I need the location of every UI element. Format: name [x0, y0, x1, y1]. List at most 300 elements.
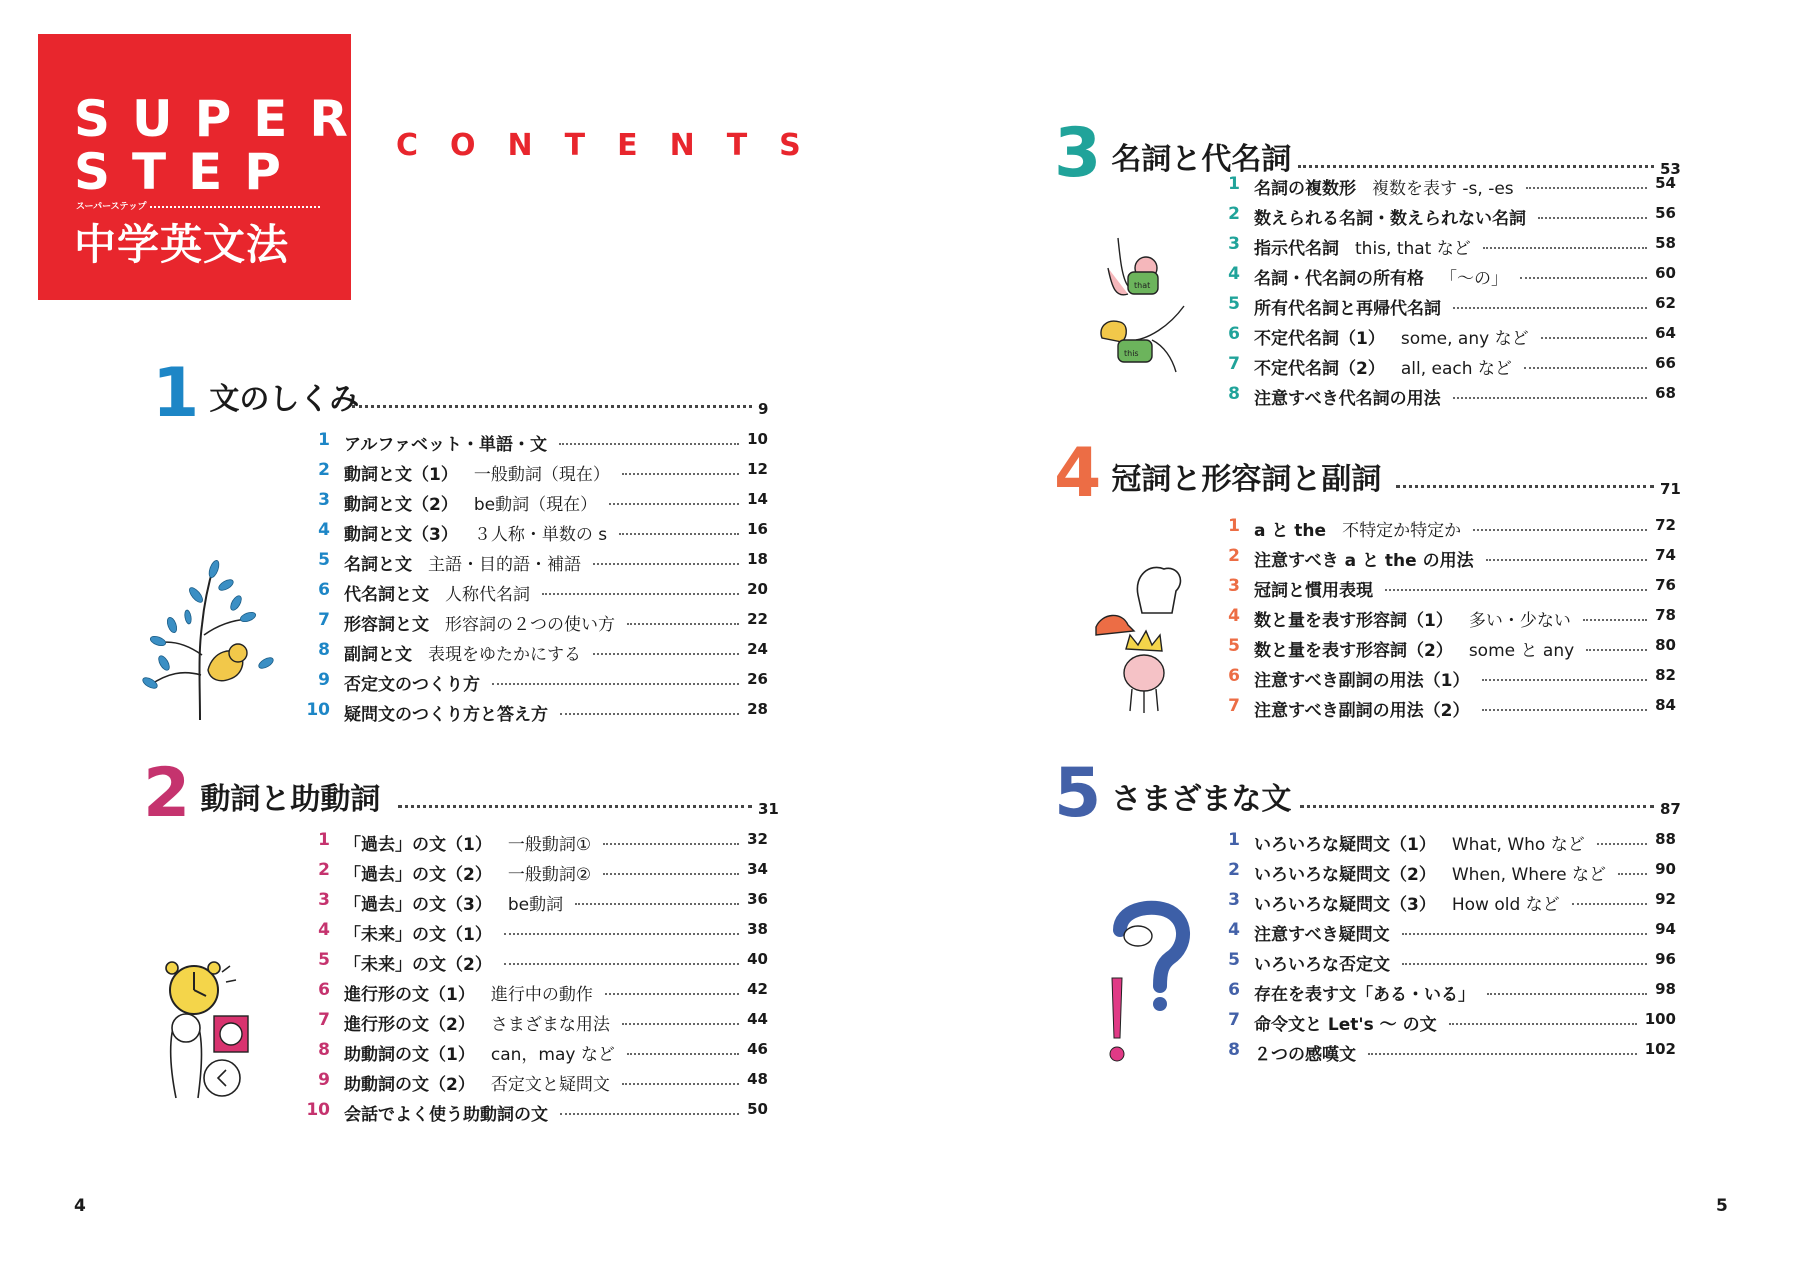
entry-title	[1254, 920, 1390, 945]
entry-page-number: 64	[1655, 324, 1676, 342]
entry-main-title: 数えられる名詞・数えられない名詞	[1254, 209, 1526, 229]
entry-main-title: 不定代名詞（1）	[1254, 329, 1385, 349]
entry-subtitle: be動詞（現在）	[473, 495, 598, 515]
toc-entry[interactable]	[300, 610, 768, 635]
entry-dot-leader	[560, 713, 739, 715]
chapter-number: 5	[1054, 754, 1102, 833]
entry-page-number: 82	[1655, 666, 1676, 684]
entry-title	[1254, 666, 1470, 691]
entry-main-title: いろいろな疑問文（3）	[1254, 895, 1436, 915]
toc-entry[interactable]	[1210, 576, 1676, 601]
entry-title	[1254, 324, 1529, 349]
entry-subtitle: 否定文と疑問文	[490, 1075, 610, 1095]
entry-page-number: 10	[747, 430, 768, 448]
chapter-heading[interactable]	[1054, 754, 1292, 833]
entry-dot-leader	[504, 933, 739, 935]
toc-entry[interactable]	[1210, 1040, 1676, 1065]
toc-entry[interactable]	[300, 890, 768, 915]
page-number-left: 4	[74, 1196, 86, 1216]
chapter-heading[interactable]	[152, 354, 360, 433]
entry-page-number: 68	[1655, 384, 1676, 402]
toc-entry[interactable]	[300, 490, 768, 515]
entry-title	[344, 860, 591, 885]
entry-number: 4	[318, 520, 330, 540]
toc-entry[interactable]	[1210, 384, 1676, 409]
toc-entry[interactable]	[300, 1010, 768, 1035]
entry-page-number: 90	[1655, 860, 1676, 878]
entry-main-title: 否定文のつくり方	[344, 675, 480, 695]
entry-dot-leader	[1402, 933, 1647, 935]
entry-page-number: 12	[747, 460, 768, 478]
entry-title	[1254, 696, 1470, 721]
entry-number: 4	[1228, 920, 1240, 940]
entry-main-title: 動詞と文（3）	[344, 525, 458, 545]
entry-number: 10	[306, 700, 330, 720]
toc-entry[interactable]	[1210, 980, 1676, 1005]
entry-subtitle: be動詞	[507, 895, 564, 915]
entry-dot-leader	[1520, 277, 1647, 279]
entry-number: 8	[1228, 384, 1240, 404]
entry-page-number: 80	[1655, 636, 1676, 654]
entry-number: 1	[1228, 830, 1240, 850]
entry-title	[1254, 1040, 1356, 1065]
entry-page-number: 44	[747, 1010, 768, 1028]
entry-subtitle: When, Where など	[1451, 865, 1606, 885]
entry-dot-leader	[1618, 873, 1647, 875]
entry-dot-leader	[1473, 529, 1647, 531]
entry-page-number: 16	[747, 520, 768, 538]
entry-dot-leader	[1453, 397, 1647, 399]
entry-page-number: 46	[747, 1040, 768, 1058]
logo-title: 中学英文法	[74, 220, 290, 269]
chapter-page-number: 87	[1660, 800, 1681, 818]
entry-dot-leader	[560, 1113, 739, 1115]
entry-dot-leader	[1385, 589, 1647, 591]
entry-dot-leader	[1526, 187, 1647, 189]
entry-main-title: いろいろな疑問文（1）	[1254, 835, 1436, 855]
entry-main-title: 助動詞の文（1）	[344, 1045, 475, 1065]
toc-entry[interactable]	[1210, 696, 1676, 721]
entry-subtitle: this, that など	[1355, 239, 1471, 259]
entry-number: 9	[318, 670, 330, 690]
entry-dot-leader	[1483, 247, 1647, 249]
toc-entry[interactable]	[1210, 354, 1676, 379]
entry-title	[1254, 1010, 1437, 1035]
entry-dot-leader	[622, 1083, 739, 1085]
entry-page-number: 96	[1655, 950, 1676, 968]
toc-entry[interactable]	[300, 950, 768, 975]
entry-main-title: 「未来」の文（1）	[344, 925, 492, 945]
entry-dot-leader	[1572, 903, 1647, 905]
entry-page-number: 60	[1655, 264, 1676, 282]
entry-subtitle: 形容詞の２つの使い方	[445, 615, 615, 635]
chapter-title: さまざまな文	[1111, 782, 1292, 817]
entry-title	[344, 460, 610, 485]
entry-page-number: 38	[747, 920, 768, 938]
entry-dot-leader	[1597, 843, 1647, 845]
entry-main-title: 名詞と文	[344, 555, 412, 575]
toc-entry[interactable]	[300, 550, 768, 575]
tag-that: that	[1134, 281, 1151, 290]
toc-entry[interactable]	[300, 640, 768, 665]
toc-entry[interactable]	[1210, 666, 1676, 691]
entry-subtitle: What, Who など	[1451, 835, 1585, 855]
toc-entry[interactable]	[300, 460, 768, 485]
entry-title	[1254, 890, 1560, 915]
entry-page-number: 56	[1655, 204, 1676, 222]
entry-page-number: 18	[747, 550, 768, 568]
entry-page-number: 36	[747, 890, 768, 908]
question-exclamation-illustration	[1096, 900, 1196, 1070]
entry-number: 8	[1228, 1040, 1240, 1060]
tree-cat-illustration	[138, 555, 288, 725]
entry-dot-leader	[1453, 307, 1647, 309]
entry-subtitle: 不特定か特定か	[1342, 521, 1462, 541]
entry-page-number: 74	[1655, 546, 1676, 564]
entry-main-title: 「過去」の文（2）	[344, 865, 492, 885]
page-number-right: 5	[1716, 1196, 1728, 1216]
toc-entry[interactable]	[1210, 324, 1676, 349]
entry-title	[1254, 636, 1574, 661]
entry-page-number: 42	[747, 980, 768, 998]
entry-subtitle: How old など	[1451, 895, 1560, 915]
entry-title	[1254, 546, 1474, 571]
toc-entry[interactable]	[1210, 234, 1676, 259]
entry-title	[1254, 294, 1441, 319]
entry-number: 9	[318, 1070, 330, 1090]
entry-subtitle: 「～の」	[1440, 269, 1508, 289]
entry-dot-leader	[1482, 679, 1648, 681]
toc-entry[interactable]	[300, 1100, 768, 1125]
tag-this: this	[1124, 349, 1139, 358]
entry-number: 2	[1228, 860, 1240, 880]
entry-page-number: 26	[747, 670, 768, 688]
entry-number: 7	[1228, 1010, 1240, 1030]
entry-main-title: 存在を表す文「ある・いる」	[1254, 985, 1475, 1005]
entry-number: 3	[318, 490, 330, 510]
entry-number: 5	[1228, 636, 1240, 656]
entry-main-title: 注意すべき疑問文	[1254, 925, 1390, 945]
entry-main-title: 代名詞と文	[344, 585, 429, 605]
entry-number: 1	[318, 430, 330, 450]
entry-main-title: 指示代名詞	[1254, 239, 1339, 259]
entry-page-number: 84	[1655, 696, 1676, 714]
entry-dot-leader	[593, 653, 739, 655]
toc-entry[interactable]	[1210, 636, 1676, 661]
hats-dog-illustration	[1090, 555, 1190, 720]
toc-entry[interactable]	[1210, 264, 1676, 289]
entry-page-number: 54	[1655, 174, 1676, 192]
entry-number: 6	[1228, 980, 1240, 1000]
toc-entry[interactable]	[1210, 890, 1676, 915]
chapter-title: 動詞と助動詞	[200, 782, 381, 817]
toc-entry[interactable]	[1210, 606, 1676, 631]
entry-main-title: 注意すべき a と the の用法	[1254, 551, 1474, 571]
entry-number: 3	[1228, 576, 1240, 596]
entry-main-title: 注意すべき代名詞の用法	[1254, 389, 1441, 409]
toc-entry[interactable]	[300, 1040, 768, 1065]
entry-title	[1254, 354, 1512, 379]
entry-number: 6	[1228, 666, 1240, 686]
entry-page-number: 24	[747, 640, 768, 658]
entry-page-number: 88	[1655, 830, 1676, 848]
toc-entry[interactable]	[1210, 830, 1676, 855]
logo-super: SUPER	[74, 90, 370, 148]
entry-page-number: 102	[1644, 1040, 1676, 1058]
logo-block	[38, 34, 370, 300]
toc-entry[interactable]	[300, 860, 768, 885]
entry-title	[344, 980, 593, 1005]
entry-page-number: 66	[1655, 354, 1676, 372]
entry-dot-leader	[593, 563, 739, 565]
entry-subtitle: 人称代名詞	[445, 585, 530, 605]
entry-dot-leader	[1538, 217, 1647, 219]
entry-dot-leader	[1487, 993, 1647, 995]
entry-subtitle: all, each など	[1400, 359, 1512, 379]
entry-dot-leader	[603, 843, 739, 845]
entry-number: 4	[318, 920, 330, 940]
entry-subtitle: 複数を表す -s, -es	[1372, 179, 1514, 199]
entry-dot-leader	[605, 993, 739, 995]
chapter-page-number: 53	[1660, 160, 1681, 178]
entry-title	[344, 670, 480, 695]
toc-entry[interactable]	[300, 430, 768, 455]
entry-title	[1254, 606, 1571, 631]
chapter-dot-leader	[1298, 165, 1654, 168]
entry-number: 10	[306, 1100, 330, 1120]
entry-main-title: 注意すべき副詞の用法（1）	[1254, 671, 1470, 691]
entry-page-number: 92	[1655, 890, 1676, 908]
toc-entry[interactable]	[300, 520, 768, 545]
entry-title	[344, 1010, 610, 1035]
entry-dot-leader	[627, 623, 739, 625]
entry-main-title: 疑問文のつくり方と答え方	[344, 705, 548, 725]
entry-page-number: 58	[1655, 234, 1676, 252]
entry-title	[344, 700, 548, 725]
entry-main-title: 数と量を表す形容詞（2）	[1254, 641, 1453, 661]
entry-page-number: 20	[747, 580, 768, 598]
entry-dot-leader	[1583, 619, 1647, 621]
chapter-dot-leader	[1300, 805, 1654, 808]
entry-dot-leader	[542, 593, 739, 595]
entry-title	[1254, 950, 1390, 975]
entry-title	[1254, 234, 1471, 259]
entry-number: 8	[318, 640, 330, 660]
entry-title	[1254, 860, 1606, 885]
entry-number: 3	[1228, 890, 1240, 910]
entry-number: 5	[1228, 950, 1240, 970]
toc-entry[interactable]	[1210, 174, 1676, 199]
entry-page-number: 50	[747, 1100, 768, 1118]
entry-number: 3	[1228, 234, 1240, 254]
entry-main-title: 助動詞の文（2）	[344, 1075, 475, 1095]
entry-title	[344, 1040, 615, 1065]
entry-number: 1	[1228, 174, 1240, 194]
entry-dot-leader	[1586, 649, 1647, 651]
entry-number: 4	[1228, 264, 1240, 284]
entry-number: 3	[318, 890, 330, 910]
logo-step: STEP	[74, 143, 303, 201]
entry-title	[1254, 576, 1373, 601]
entry-title	[1254, 204, 1526, 229]
entry-number: 7	[318, 610, 330, 630]
entry-main-title: 「未来」の文（2）	[344, 955, 492, 975]
contents-heading: CONTENTS	[396, 128, 833, 163]
entry-dot-leader	[619, 533, 739, 535]
toc-entry[interactable]	[300, 830, 768, 855]
entry-number: 6	[318, 980, 330, 1000]
toc-entry[interactable]	[1210, 546, 1676, 571]
entry-dot-leader	[504, 963, 739, 965]
entry-subtitle: 一般動詞②	[507, 865, 592, 885]
entry-dot-leader	[1482, 709, 1648, 711]
entry-title	[344, 520, 607, 545]
entry-title	[344, 580, 530, 605]
entry-main-title: 名詞の複数形	[1254, 179, 1356, 199]
entry-main-title: 進行形の文（1）	[344, 985, 475, 1005]
entry-page-number: 22	[747, 610, 768, 628]
entry-main-title: 副詞と文	[344, 645, 412, 665]
chapter-dot-leader	[352, 405, 752, 408]
toc-entry[interactable]	[300, 980, 768, 1005]
dogs-walking-illustration	[1088, 228, 1192, 408]
entry-main-title: 動詞と文（1）	[344, 465, 458, 485]
entry-dot-leader	[1368, 1053, 1637, 1055]
chapter-title: 冠詞と形容詞と副詞	[1111, 462, 1382, 497]
chapter-page-number: 31	[758, 800, 779, 818]
entry-title	[1254, 384, 1441, 409]
entry-subtitle: can，may など	[490, 1045, 615, 1065]
chapter-number: 4	[1054, 434, 1102, 513]
toc-entry[interactable]	[1210, 1010, 1676, 1035]
entry-main-title: 命令文と Let's ～ の文	[1254, 1015, 1437, 1035]
entry-number: 7	[1228, 354, 1240, 374]
entry-title	[1254, 830, 1585, 855]
entry-title	[344, 550, 581, 575]
entry-number: 2	[318, 860, 330, 880]
entry-subtitle: さまざまな用法	[490, 1015, 610, 1035]
entry-number: 2	[318, 460, 330, 480]
entry-title	[344, 640, 581, 665]
entry-main-title: いろいろな否定文	[1254, 955, 1390, 975]
entry-number: 2	[1228, 546, 1240, 566]
entry-number: 8	[318, 1040, 330, 1060]
chapter-number: 2	[143, 754, 191, 833]
toc-entry[interactable]	[1210, 294, 1676, 319]
entry-title	[344, 610, 615, 635]
chapter-heading[interactable]	[143, 754, 381, 833]
entry-page-number: 76	[1655, 576, 1676, 594]
entry-page-number: 32	[747, 830, 768, 848]
entry-dot-leader	[492, 683, 739, 685]
toc-entry[interactable]	[300, 1070, 768, 1095]
entry-main-title: 動詞と文（2）	[344, 495, 458, 515]
entry-subtitle: 進行中の動作	[490, 985, 593, 1005]
entry-dot-leader	[1486, 559, 1648, 561]
toc-entry[interactable]	[300, 700, 768, 725]
chapter-dot-leader	[1396, 485, 1654, 488]
chapter-title: 名詞と代名詞	[1111, 142, 1292, 177]
entry-dot-leader	[559, 443, 739, 445]
entry-subtitle: 一般動詞①	[507, 835, 592, 855]
entry-main-title: 冠詞と慣用表現	[1254, 581, 1373, 601]
entry-dot-leader	[609, 503, 739, 505]
entry-main-title: 不定代名詞（2）	[1254, 359, 1385, 379]
logo-reading-text: スーパーステップ	[76, 202, 147, 212]
toc-entry[interactable]	[300, 920, 768, 945]
chapter-number: 1	[152, 354, 200, 433]
entry-number: 2	[1228, 204, 1240, 224]
entry-subtitle: 主語・目的語・補語	[428, 555, 581, 575]
toc-entry[interactable]	[1210, 860, 1676, 885]
entry-page-number: 48	[747, 1070, 768, 1088]
chapter-page-number: 9	[758, 400, 769, 418]
entry-number: 7	[318, 1010, 330, 1030]
entry-dot-leader	[1449, 1023, 1637, 1025]
entry-subtitle: 多い・少ない	[1468, 611, 1571, 631]
entry-page-number: 100	[1644, 1010, 1676, 1028]
entry-number: 5	[1228, 294, 1240, 314]
toc-entry[interactable]	[1210, 516, 1676, 541]
entry-dot-leader	[603, 873, 739, 875]
entry-main-title: 注意すべき副詞の用法（2）	[1254, 701, 1470, 721]
entry-title	[344, 950, 492, 975]
entry-page-number: 62	[1655, 294, 1676, 312]
entry-dot-leader	[1402, 963, 1647, 965]
entry-subtitle: ３人称・単数の s	[473, 525, 608, 545]
entry-main-title: 数と量を表す形容詞（1）	[1254, 611, 1453, 631]
entry-subtitle: some, any など	[1400, 329, 1529, 349]
entry-number: 1	[318, 830, 330, 850]
entry-page-number: 14	[747, 490, 768, 508]
chapter-heading[interactable]	[1054, 434, 1382, 513]
entry-main-title: 形容詞と文	[344, 615, 429, 635]
toc-entry[interactable]	[1210, 204, 1676, 229]
entry-page-number: 78	[1655, 606, 1676, 624]
entry-title	[344, 490, 597, 515]
toc-entry[interactable]	[300, 670, 768, 695]
entry-main-title: a と the	[1254, 521, 1327, 541]
entry-page-number: 98	[1655, 980, 1676, 998]
entry-number: 1	[1228, 516, 1240, 536]
entry-number: 4	[1228, 606, 1240, 626]
entry-main-title: 「過去」の文（3）	[344, 895, 492, 915]
entry-title	[344, 1100, 548, 1125]
chapter-dot-leader	[398, 805, 752, 808]
entry-main-title: 所有代名詞と再帰代名詞	[1254, 299, 1441, 319]
entry-dot-leader	[622, 473, 739, 475]
chapter-title: 文のしくみ	[209, 382, 360, 417]
entry-page-number: 72	[1655, 516, 1676, 534]
toc-entry[interactable]	[1210, 950, 1676, 975]
entry-dot-leader	[1541, 337, 1648, 339]
entry-page-number: 40	[747, 950, 768, 968]
entry-dot-leader	[1524, 367, 1647, 369]
entry-number: 5	[318, 950, 330, 970]
toc-entry[interactable]	[300, 580, 768, 605]
entry-main-title: ２つの感嘆文	[1254, 1045, 1356, 1065]
entry-main-title: いろいろな疑問文（2）	[1254, 865, 1436, 885]
entry-title	[1254, 174, 1514, 199]
entry-title	[1254, 980, 1475, 1005]
toc-entry[interactable]	[1210, 920, 1676, 945]
entry-title	[344, 430, 547, 455]
entry-dot-leader	[575, 903, 739, 905]
entry-subtitle: some と any	[1468, 641, 1575, 661]
entry-page-number: 94	[1655, 920, 1676, 938]
alarm-clock-illustration	[152, 958, 272, 1118]
entry-page-number: 28	[747, 700, 768, 718]
